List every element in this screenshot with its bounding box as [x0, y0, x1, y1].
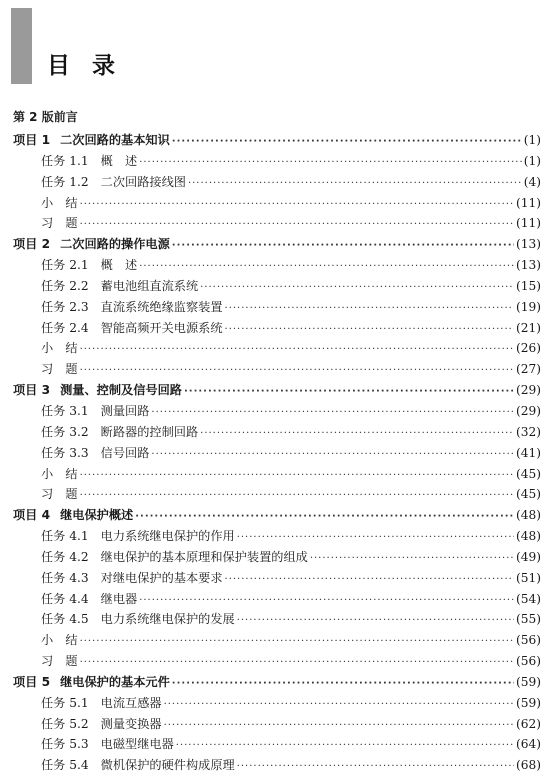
toc-page-number: (13)	[515, 258, 541, 273]
toc-task-entry[interactable]	[13, 402, 541, 423]
dot-leader	[188, 178, 522, 189]
dot-leader	[225, 303, 514, 314]
toc-entry-title: 继电保护的基本原理和保护装置的组成	[100, 549, 308, 564]
toc-task-entry[interactable]	[13, 715, 541, 736]
toc-entry-title: 测量、控制及信号回路	[60, 383, 182, 398]
dot-leader	[164, 699, 514, 710]
dot-leader	[200, 282, 514, 293]
dot-leader	[172, 240, 514, 251]
toc-entry-number: 任务 3.2	[41, 424, 89, 439]
dot-leader	[172, 136, 522, 147]
toc-task-entry[interactable]	[13, 610, 541, 631]
toc-page-number: (64)	[515, 737, 541, 752]
dot-leader	[310, 553, 514, 564]
toc-page-number: (1)	[523, 133, 541, 147]
dot-leader	[225, 574, 514, 585]
toc-page-number: (11)	[515, 216, 541, 231]
toc-page-number: (1)	[523, 153, 541, 168]
dot-leader	[184, 386, 514, 397]
dot-leader	[135, 511, 514, 522]
toc-page-number: (62)	[515, 716, 541, 731]
toc-entry-title: 二次回路的操作电源	[60, 237, 170, 252]
toc-page-number: (59)	[515, 674, 541, 689]
toc-page-number: (11)	[515, 195, 541, 210]
dot-leader	[80, 365, 514, 376]
dot-leader	[80, 657, 514, 668]
toc-entry-title: 电力系统继电保护的作用	[100, 529, 235, 544]
toc-task-entry[interactable]	[13, 590, 541, 611]
toc-entry-title: 电流互感器	[100, 695, 162, 710]
toc-page-number: (68)	[515, 758, 541, 773]
preface-entry[interactable]: 第 2 版前言	[13, 110, 78, 124]
toc-page-number: (49)	[515, 549, 541, 564]
toc-task-entry[interactable]	[13, 465, 541, 486]
toc-task-entry[interactable]	[13, 694, 541, 715]
toc-entry-title: 智能高频开关电源系统	[100, 320, 223, 335]
toc-entry-title: 习 题	[41, 487, 78, 502]
toc-entry-title: 习 题	[41, 654, 78, 669]
toc-entry-number: 项目 4	[13, 508, 51, 523]
dot-leader	[151, 449, 514, 460]
toc-task-entry[interactable]	[13, 444, 541, 465]
toc-task-entry[interactable]	[13, 423, 541, 444]
toc-entry-title: 微机保护的硬件构成原理	[100, 758, 235, 773]
toc-page-number: (13)	[515, 237, 541, 252]
toc-entry-title: 电磁型继电器	[100, 737, 174, 752]
toc-page-number: (55)	[515, 612, 541, 627]
toc-entry-number: 项目 3	[13, 383, 51, 398]
dot-leader	[139, 261, 514, 272]
toc-task-entry[interactable]	[13, 173, 541, 194]
toc-entry-number: 任务 4.1	[41, 529, 89, 544]
toc-entry-title: 二次回路的基本知识	[60, 133, 170, 147]
toc-page-number: (59)	[515, 695, 541, 710]
toc-project-entry[interactable]	[13, 381, 541, 402]
toc-task-entry[interactable]	[13, 256, 541, 277]
toc-entry-title: 习 题	[41, 362, 78, 377]
toc-entry-title: 概 述	[100, 153, 138, 168]
dot-leader	[80, 219, 514, 230]
toc-entry-title: 继电保护的基本元件	[60, 674, 170, 689]
toc-task-entry[interactable]	[13, 631, 541, 652]
dot-leader	[80, 636, 514, 647]
table-of-contents	[13, 131, 541, 777]
dot-leader	[237, 532, 514, 543]
toc-page-number: (45)	[515, 487, 541, 502]
toc-page-number: (4)	[523, 174, 541, 189]
toc-task-entry[interactable]	[13, 194, 541, 215]
toc-page-number: (29)	[515, 383, 541, 398]
toc-entry-number: 任务 5.2	[41, 716, 89, 731]
toc-page-number: (29)	[515, 403, 541, 418]
toc-entry-title: 测量变换器	[100, 716, 162, 731]
toc-entry-title: 小 结	[41, 195, 78, 210]
toc-page-number: (19)	[515, 299, 541, 314]
toc-entry-title: 习 题	[41, 216, 78, 231]
toc-entry-title: 小 结	[41, 466, 78, 481]
toc-task-entry[interactable]	[13, 652, 541, 673]
dot-leader	[80, 490, 514, 501]
toc-entry-title: 蓄电池组直流系统	[100, 278, 199, 293]
toc-entry-number: 任务 1.2	[41, 174, 89, 189]
toc-project-entry[interactable]	[13, 506, 541, 527]
toc-entry-title: 断路器的控制回路	[100, 424, 199, 439]
dot-leader	[176, 740, 514, 751]
toc-entry-number: 任务 5.4	[41, 758, 89, 773]
toc-page-number: (41)	[515, 445, 541, 460]
toc-entry-number: 任务 2.3	[41, 299, 89, 314]
toc-project-entry[interactable]	[13, 673, 541, 694]
toc-task-entry[interactable]	[13, 548, 541, 569]
toc-entry-title: 小 结	[41, 633, 78, 648]
toc-task-entry[interactable]	[13, 298, 541, 319]
toc-page-number: (15)	[515, 278, 541, 293]
toc-entry-number: 任务 5.1	[41, 695, 89, 710]
toc-entry-title: 小 结	[41, 341, 78, 356]
dot-leader	[139, 595, 514, 606]
dot-leader	[225, 324, 514, 335]
toc-page-number: (48)	[515, 508, 541, 523]
toc-task-entry[interactable]	[13, 735, 541, 756]
toc-task-entry[interactable]	[13, 360, 541, 381]
toc-entry-number: 任务 2.4	[41, 320, 89, 335]
toc-entry-title: 对继电保护的基本要求	[100, 570, 223, 585]
toc-entry-title: 概 述	[100, 258, 138, 273]
dot-leader	[139, 157, 522, 168]
toc-entry-title: 电力系统继电保护的发展	[100, 612, 235, 627]
toc-project-entry[interactable]	[13, 131, 541, 152]
toc-task-entry[interactable]	[13, 756, 541, 777]
toc-entry-title: 继电保护概述	[60, 508, 134, 523]
toc-entry-number: 任务 4.3	[41, 570, 89, 585]
page-title: 目录	[47, 53, 137, 79]
toc-entry-number: 任务 5.3	[41, 737, 89, 752]
toc-task-entry[interactable]	[13, 152, 541, 173]
toc-entry-title: 直流系统绝缘监察装置	[100, 299, 223, 314]
toc-entry-title: 继电器	[100, 591, 138, 606]
dot-leader	[237, 761, 514, 772]
dot-leader	[200, 428, 514, 439]
dot-leader	[164, 720, 514, 731]
toc-page-number: (54)	[515, 591, 541, 606]
toc-entry-number: 项目 2	[13, 237, 51, 252]
toc-task-entry[interactable]	[13, 569, 541, 590]
toc-task-entry[interactable]	[13, 214, 541, 235]
dot-leader	[80, 344, 514, 355]
toc-entry-number: 任务 3.1	[41, 403, 89, 418]
toc-task-entry[interactable]	[13, 277, 541, 298]
toc-entry-number: 任务 1.1	[41, 153, 89, 168]
toc-page-number: (51)	[515, 570, 541, 585]
toc-entry-number: 任务 4.4	[41, 591, 89, 606]
title-decor-bar	[11, 8, 32, 84]
toc-page-number: (27)	[515, 362, 541, 377]
toc-entry-number: 项目 5	[13, 674, 51, 689]
toc-entry-number: 任务 4.2	[41, 549, 89, 564]
toc-page-number: (45)	[515, 466, 541, 481]
toc-entry-number: 任务 2.1	[41, 258, 89, 273]
toc-task-entry[interactable]	[13, 339, 541, 360]
toc-entry-title: 测量回路	[100, 403, 150, 418]
toc-project-entry[interactable]	[13, 235, 541, 256]
dot-leader	[80, 470, 514, 481]
toc-task-entry[interactable]	[13, 527, 541, 548]
toc-page-number: (56)	[515, 654, 541, 669]
toc-entry-title: 二次回路接线图	[100, 174, 186, 189]
dot-leader	[80, 199, 514, 210]
toc-entry-number: 任务 2.2	[41, 278, 89, 293]
toc-entry-number: 任务 4.5	[41, 612, 89, 627]
dot-leader	[172, 678, 514, 689]
toc-task-entry[interactable]	[13, 319, 541, 340]
toc-page-number: (26)	[515, 341, 541, 356]
dot-leader	[237, 615, 514, 626]
dot-leader	[151, 407, 514, 418]
toc-page-number: (32)	[515, 424, 541, 439]
toc-page-number: (56)	[515, 633, 541, 648]
toc-entry-number: 任务 3.3	[41, 445, 89, 460]
toc-entry-number: 项目 1	[13, 133, 51, 147]
toc-page-number: (48)	[515, 529, 541, 544]
toc-task-entry[interactable]	[13, 485, 541, 506]
toc-entry-title: 信号回路	[100, 445, 150, 460]
toc-page-number: (21)	[515, 320, 541, 335]
